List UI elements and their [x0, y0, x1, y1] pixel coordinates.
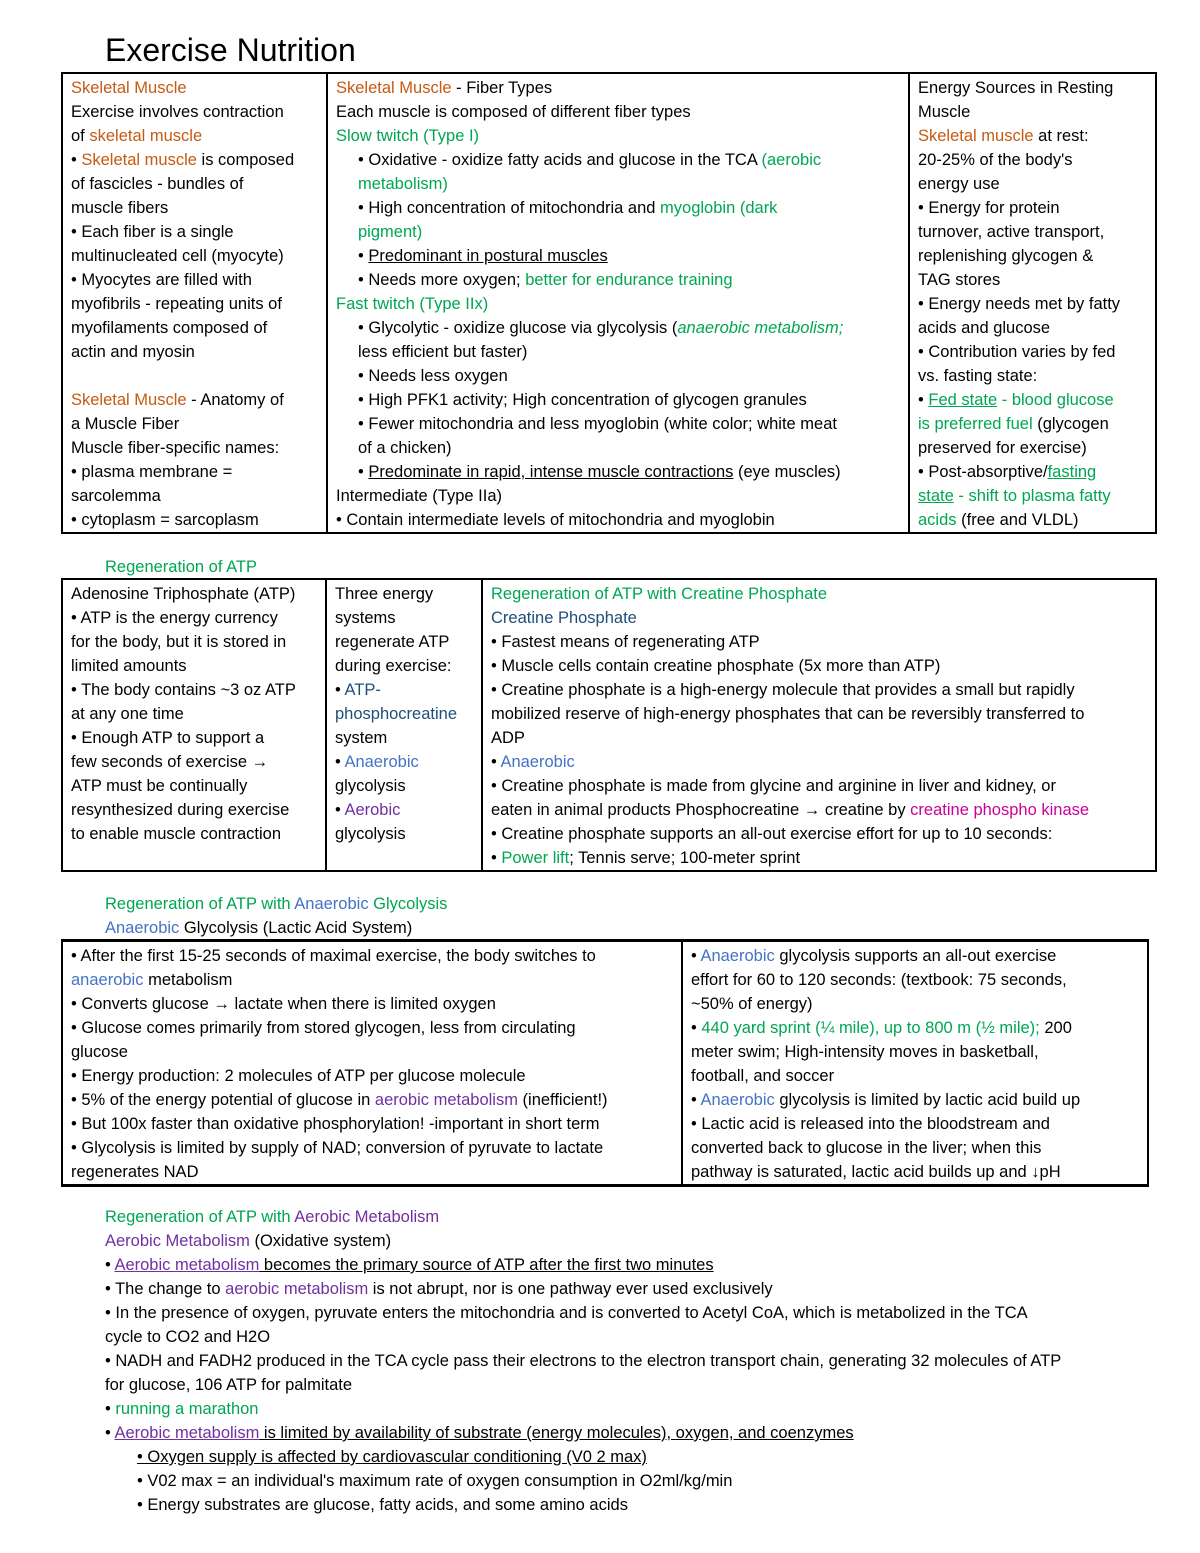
- text-line: resynthesized during exercise: [71, 801, 290, 819]
- text-line: few seconds of exercise →: [71, 753, 269, 771]
- text-line: • High PFK1 activity; High concentration of glycogen granules: [358, 391, 807, 409]
- text-line: • But 100x faster than oxidative phosphorylation! -important in short term: [71, 1115, 600, 1133]
- text-line: • Aerobic metabolism becomes the primary source of ATP after the first two minutes: [105, 1256, 714, 1274]
- text-line: • Creatine phosphate supports an all-out exercise effort for up to 10 seconds:: [491, 825, 1053, 843]
- text-line: • Creatine phosphate is a high-energy molecule that provides a small but rapidly: [491, 681, 1075, 699]
- text-line: sarcolemma: [71, 487, 161, 505]
- text-line: • Power lift; Tennis serve; 100-meter sprint: [491, 849, 801, 867]
- text-line: 20-25% of the body's: [918, 151, 1073, 169]
- text-line: • Energy substrates are glucose, fatty acids, and some amino acids: [137, 1496, 628, 1514]
- text-line: cycle to CO2 and H2O: [105, 1328, 271, 1346]
- text-line: ~50% of energy): [691, 995, 813, 1013]
- text-line: glycolysis: [335, 777, 406, 795]
- text-line: • ATP-: [335, 681, 381, 699]
- blank-line: [71, 364, 322, 388]
- text-line: • Myocytes are filled with: [71, 271, 252, 289]
- text-line: state - shift to plasma fatty: [918, 487, 1111, 505]
- text-line: of fascicles - bundles of: [71, 175, 244, 193]
- text-line: Aerobic Metabolism (Oxidative system): [105, 1232, 392, 1250]
- text-line: a Muscle Fiber: [71, 415, 180, 433]
- text-line: • Anaerobic glycolysis supports an all-out exercise: [691, 947, 1057, 965]
- text-line: limited amounts: [71, 657, 187, 675]
- text-line: • Oxidative - oxidize fatty acids and glucose in the TCA (aerobic: [358, 151, 822, 169]
- text-line: of skeletal muscle: [71, 127, 203, 145]
- text-line: • ATP is the energy currency: [71, 609, 278, 627]
- text-line: • Anaerobic: [335, 753, 419, 771]
- text-line: multinucleated cell (myocyte): [71, 247, 284, 265]
- text-line: mobilized reserve of high-energy phosphates that can be reversibly transferred to: [491, 705, 1085, 723]
- text-line: is preferred fuel (glycogen: [918, 415, 1109, 433]
- text-line: energy use: [918, 175, 1000, 193]
- text-line: regenerates NAD: [71, 1163, 199, 1181]
- text-line: regenerate ATP: [335, 633, 450, 651]
- text-line: • Needs less oxygen: [358, 367, 508, 385]
- text-line: Each muscle is composed of different fiber types: [336, 103, 691, 121]
- text-line: • After the first 15-25 seconds of maximal exercise, the body switches to: [71, 947, 596, 965]
- fiber-types-cell: [327, 73, 909, 533]
- section-heading: Regeneration of ATP: [105, 558, 257, 576]
- text-line: Creatine Phosphate: [491, 609, 637, 627]
- text-line: acids (free and VLDL): [918, 511, 1079, 529]
- anaerobic-left-cell: [62, 941, 682, 1186]
- text-line: • Glycolytic - oxidize glucose via glycolysis (anaerobic metabolism;: [358, 319, 844, 337]
- text-line: pathway is saturated, lactic acid builds up and ↓pH: [691, 1163, 1061, 1181]
- text-line: Intermediate (Type IIa): [336, 487, 502, 505]
- text-line: Muscle: [918, 103, 971, 121]
- text-line: • Needs more oxygen; better for endurance training: [358, 271, 733, 289]
- text-line: Regeneration of ATP with Creatine Phosphate: [491, 585, 828, 603]
- skeletal-muscle-cell: [62, 73, 327, 533]
- energy-systems-cell: [326, 579, 482, 871]
- text-line: • In the presence of oxygen, pyruvate enters the mitochondria and is converted to Acetyl CoA, which is metabolized in the TCA: [105, 1304, 1028, 1322]
- text-line: • Energy needs met by fatty: [918, 295, 1121, 313]
- text-line: • V02 max = an individual's maximum rate of oxygen consumption in O2ml/kg/min: [137, 1472, 733, 1490]
- text-line: • plasma membrane =: [71, 463, 233, 481]
- energy-sources-cell: [909, 73, 1156, 533]
- anaerobic-glycolysis-table: [61, 939, 1149, 1187]
- text-line: • Each fiber is a single: [71, 223, 234, 241]
- text-line: Skeletal Muscle - Anatomy of: [71, 391, 284, 409]
- text-line: TAG stores: [918, 271, 1001, 289]
- text-line: • Enough ATP to support a: [71, 729, 265, 747]
- text-line: Slow twitch (Type I): [336, 127, 480, 145]
- text-line: • Anaerobic: [491, 753, 575, 771]
- text-line: • 5% of the energy potential of glucose in aerobic metabolism (inefficient!): [71, 1091, 608, 1109]
- text-line: • High concentration of mitochondria and myoglobin (dark: [358, 199, 778, 217]
- text-line: for glucose, 106 ATP for palmitate: [105, 1376, 353, 1394]
- text-line: systems: [335, 609, 396, 627]
- creatine-phosphate-cell: [482, 579, 1156, 871]
- text-line: phosphocreatine: [335, 705, 458, 723]
- text-line: • Converts glucose → lactate when there is limited oxygen: [71, 995, 496, 1013]
- text-line: actin and myosin: [71, 343, 195, 361]
- text-line: • Aerobic: [335, 801, 401, 819]
- text-line: converted back to glucose in the liver; when this: [691, 1139, 1042, 1157]
- text-line: • Fewer mitochondria and less myoglobin (white color; white meat: [358, 415, 837, 433]
- text-line: • The change to aerobic metabolism is not abrupt, nor is one pathway ever used exclusively: [105, 1280, 773, 1298]
- text-line: glycolysis: [335, 825, 406, 843]
- text-line: less efficient but faster): [358, 343, 528, 361]
- section-subheading: Anaerobic Glycolysis (Lactic Acid System): [105, 919, 413, 937]
- text-line: during exercise:: [335, 657, 452, 675]
- text-line: effort for 60 to 120 seconds: (textbook: 75 seconds,: [691, 971, 1067, 989]
- text-line: • Muscle cells contain creatine phosphate (5x more than ATP): [491, 657, 941, 675]
- text-line: for the body, but it is stored in: [71, 633, 287, 651]
- atp-regeneration-table: [61, 578, 1157, 872]
- text-line: ATP must be continually: [71, 777, 248, 795]
- atp-cell: [62, 579, 326, 871]
- text-line: replenishing glycogen &: [918, 247, 1094, 265]
- text-line: • Creatine phosphate is made from glycine and arginine in liver and kidney, or: [491, 777, 1056, 795]
- section-heading: Regeneration of ATP with Anaerobic Glycolysis: [105, 895, 448, 913]
- skeletal-muscle-table: [61, 72, 1157, 534]
- text-line: Skeletal Muscle - Fiber Types: [336, 79, 553, 97]
- text-line: • running a marathon: [105, 1400, 259, 1418]
- text-line: vs. fasting state:: [918, 367, 1038, 385]
- text-line: • Energy production: 2 molecules of ATP per glucose molecule: [71, 1067, 526, 1085]
- text-line: acids and glucose: [918, 319, 1051, 337]
- text-line: • Post-absorptive/fasting: [918, 463, 1097, 481]
- text-line: Energy Sources in Resting: [918, 79, 1114, 97]
- text-line: • cytoplasm = sarcoplasm: [71, 511, 259, 529]
- text-line: • Contribution varies by fed: [918, 343, 1116, 361]
- text-line: Three energy: [335, 585, 434, 603]
- text-line: • The body contains ~3 oz ATP: [71, 681, 296, 699]
- text-line: • Predominant in postural muscles: [358, 247, 608, 265]
- text-line: • Lactic acid is released into the bloodstream and: [691, 1115, 1050, 1133]
- text-line: metabolism): [358, 175, 448, 193]
- aerobic-section: [105, 1205, 1061, 1517]
- text-line: turnover, active transport,: [918, 223, 1105, 241]
- text-line: glucose: [71, 1043, 128, 1061]
- text-line: • Glucose comes primarily from stored glycogen, less from circulating: [71, 1019, 576, 1037]
- text-line: • Predominate in rapid, intense muscle contractions (eye muscles): [358, 463, 841, 481]
- text-line: myofibrils - repeating units of: [71, 295, 282, 313]
- text-line: • Fastest means of regenerating ATP: [491, 633, 760, 651]
- text-line: • Anaerobic glycolysis is limited by lactic acid build up: [691, 1091, 1081, 1109]
- text-line: Skeletal Muscle: [71, 79, 187, 97]
- text-line: myofilaments composed of: [71, 319, 268, 337]
- text-line: to enable muscle contraction: [71, 825, 282, 843]
- text-line: football, and soccer: [691, 1067, 835, 1085]
- text-line: eaten in animal products Phosphocreatine → creatine by creatine phospho kinase: [491, 801, 1090, 819]
- text-line: Skeletal muscle at rest:: [918, 127, 1089, 145]
- text-line: ADP: [491, 729, 525, 747]
- text-line: meter swim; High-intensity moves in basketball,: [691, 1043, 1039, 1061]
- text-line: Exercise involves contraction: [71, 103, 284, 121]
- text-line: preserved for exercise): [918, 439, 1087, 457]
- text-line: • Fed state - blood glucose: [918, 391, 1114, 409]
- anaerobic-right-cell: [682, 941, 1148, 1186]
- text-line: • Skeletal muscle is composed: [71, 151, 295, 169]
- text-line: • Contain intermediate levels of mitochondria and myoglobin: [336, 511, 775, 529]
- text-line: • Glycolysis is limited by supply of NAD; conversion of pyruvate to lactate: [71, 1139, 604, 1157]
- text-line: muscle fibers: [71, 199, 169, 217]
- text-line: Adenosine Triphosphate (ATP): [71, 585, 296, 603]
- text-line: • Aerobic metabolism is limited by availability of substrate (energy molecules), oxygen, and coenzymes: [105, 1424, 854, 1442]
- text-line: pigment): [358, 223, 423, 241]
- page-title: Exercise Nutrition: [105, 32, 356, 68]
- text-line: • 440 yard sprint (¼ mile), up to 800 m (½ mile); 200: [691, 1019, 1072, 1037]
- text-line: at any one time: [71, 705, 184, 723]
- text-line: of a chicken): [358, 439, 452, 457]
- text-line: • Oxygen supply is affected by cardiovascular conditioning (V0 2 max): [137, 1448, 647, 1466]
- text-line: • NADH and FADH2 produced in the TCA cycle pass their electrons to the electron transport chain, generating 32 molecules of ATP: [105, 1352, 1062, 1370]
- text-line: Muscle fiber-specific names:: [71, 439, 280, 457]
- text-line: system: [335, 729, 388, 747]
- text-line: • Energy for protein: [918, 199, 1060, 217]
- text-line: anaerobic metabolism: [71, 971, 233, 989]
- text-line: Fast twitch (Type IIx): [336, 295, 489, 313]
- section-heading: Regeneration of ATP with Aerobic Metabolism: [105, 1208, 440, 1226]
